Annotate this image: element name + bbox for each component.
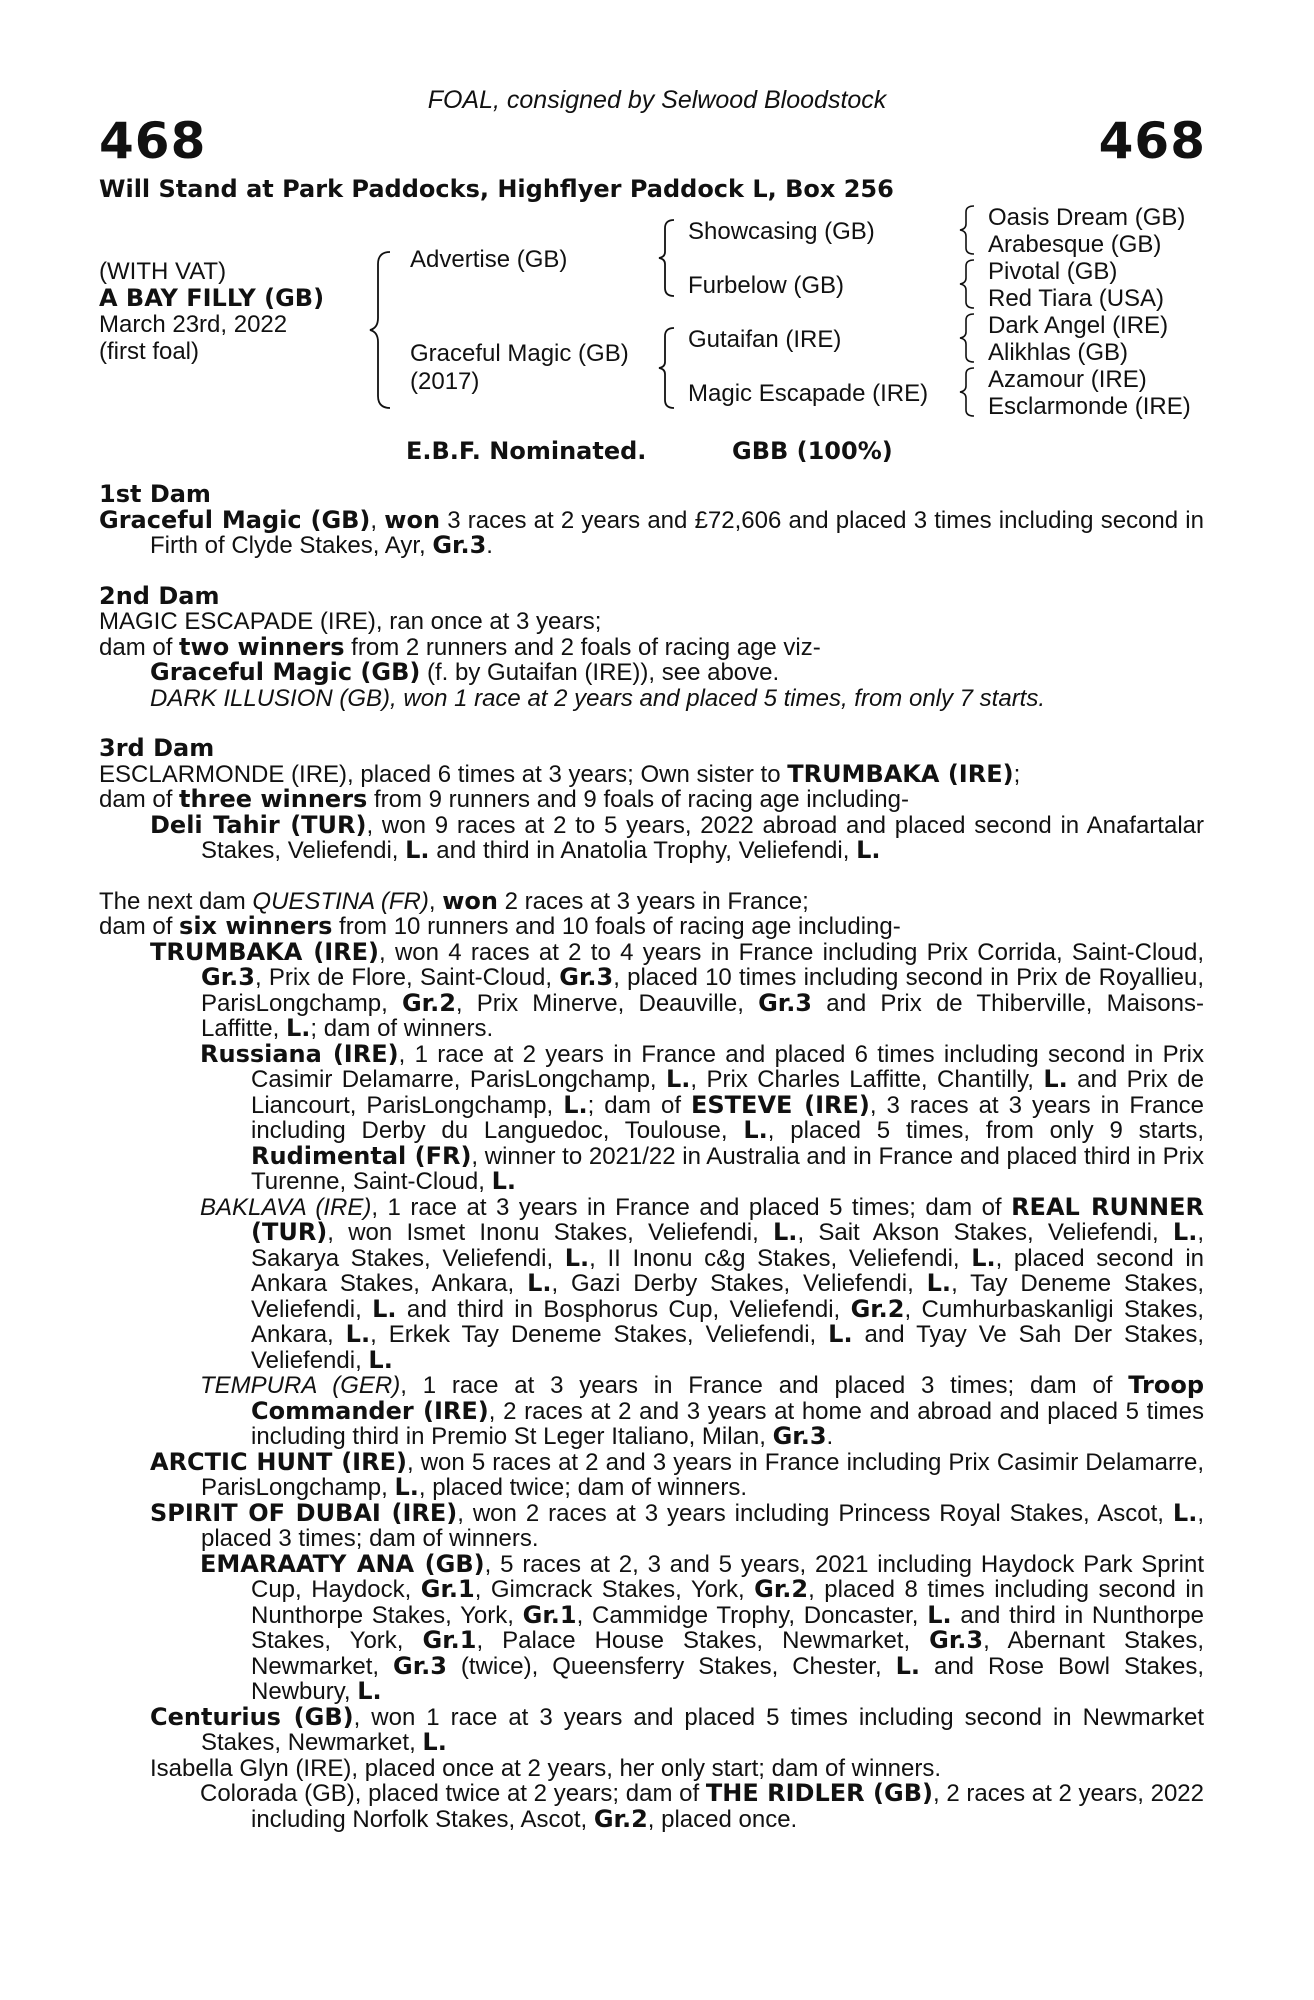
next-dam-name: QUESTINA (FR)	[252, 887, 429, 915]
first-dam-section	[99, 482, 1204, 559]
dam: Graceful Magic (GB)	[410, 340, 629, 367]
consignment-line: FOAL, consigned by Selwood Bloodstock	[427, 86, 887, 114]
listed-mark: L.	[895, 1651, 920, 1680]
second-dam-line2-c: from 2 runners and 2 foals of racing age viz-	[344, 633, 821, 661]
listed-mark: L.	[394, 1473, 419, 1501]
text: , Prix Minerve, Deauville,	[455, 989, 759, 1017]
next-dam-winners: six winners	[179, 912, 333, 940]
grade-mark: Gr.3	[929, 1626, 984, 1654]
listed-mark: L.	[773, 1218, 798, 1246]
text: , placed twice; dam of winners.	[418, 1474, 748, 1501]
text: , 1 race at 3 years in France and placed 3 times; dam of	[400, 1372, 1129, 1399]
grade-mark: Gr.3	[772, 1422, 827, 1450]
produce-baklava	[99, 1192, 1205, 1374]
first-dam-detail: 3 races at 2 years and £72,606 and placed 3 times including second in Firth of Clyde Stakes, Ayr,	[150, 506, 1204, 559]
third-dam-line1-c: ;	[1013, 760, 1021, 788]
dam-dam: Magic Escapade (IRE)	[688, 380, 929, 407]
ggp-2: Arabesque (GB)	[988, 231, 1162, 258]
next-dam-section	[99, 886, 1205, 1833]
next-dam-won: won	[442, 886, 498, 915]
lot-number-left: 468	[99, 112, 207, 170]
next-dam-line2-a: dam of	[99, 913, 180, 940]
grade-mark: Gr.1	[420, 1575, 475, 1603]
centurius-name: Centurius (GB)	[150, 1702, 354, 1731]
produce-emaraaty-ana	[99, 1549, 1205, 1705]
produce-trumbaka	[99, 937, 1205, 1042]
third-dam-produce-1-name: Deli Tahir (TUR)	[150, 810, 367, 839]
produce-spirit-of-dubai	[99, 1498, 1204, 1552]
pedigree-brackets-ggp	[956, 204, 980, 424]
text: , 2 races at 2 years, 2022 including Norfolk Stakes, Ascot,	[251, 1780, 1205, 1833]
second-dam-line2-a: dam of	[99, 633, 180, 661]
text: , 1 race at 3 years in France and placed 5 times; dam of	[371, 1193, 1012, 1221]
text: , Sakarya Stakes, Veliefendi,	[251, 1219, 1204, 1272]
listed-mark: L.	[285, 1014, 311, 1042]
pedigree-bracket-main	[368, 250, 398, 410]
listed-mark: L.	[666, 1065, 691, 1093]
third-dam-heading: 3rd Dam	[99, 734, 215, 762]
second-dam-winners: two winners	[179, 632, 345, 661]
listed-mark: L.	[856, 836, 881, 864]
third-dam-produce-1-text: , won 9 races at 2 to 5 years, 2022 abroad and placed second in Anafartalar Stakes, Veliefendi,	[201, 811, 1204, 864]
text: .	[826, 1423, 834, 1450]
catalogue-body	[99, 482, 1204, 1857]
third-dam-line2-a: dam of	[99, 786, 180, 813]
text: , won 5 races at 2 and 3 years in France including Prix Casimir Delamarre, ParisLongchamp,	[201, 1448, 1204, 1501]
sire-sire: Showcasing (GB)	[688, 218, 875, 245]
grade-mark: Gr.2	[754, 1575, 809, 1603]
ggp-4: Red Tiara (USA)	[988, 285, 1165, 312]
sire: Advertise (GB)	[410, 246, 568, 273]
text: , 3 races at 3 years in France including Derby du Languedoc, Toulouse,	[251, 1091, 1205, 1144]
rudimental-name: Rudimental (FR)	[251, 1141, 472, 1170]
foaled-date: March 23rd, 2022	[99, 311, 288, 338]
text: ; dam of	[587, 1091, 691, 1119]
dam-year: (2017)	[410, 368, 480, 395]
second-dam-produce-1-text: (f. by Gutaifan (IRE)), see above.	[420, 659, 780, 686]
ggp-1: Oasis Dream (GB)	[988, 204, 1186, 231]
grade-mark: Gr.1	[422, 1626, 477, 1654]
third-dam-line2	[99, 787, 1204, 813]
text: , won Ismet Inonu Stakes, Veliefendi,	[327, 1219, 774, 1246]
text: , Abernant Stakes, Newmarket,	[251, 1627, 1204, 1680]
the-ridler-name: THE RIDLER (GB)	[705, 1779, 933, 1807]
text: and Rose Bowl Stakes, Newbury,	[251, 1652, 1204, 1705]
trumbaka-name: TRUMBAKA (IRE)	[150, 937, 379, 966]
russiana-name: Russiana (IRE)	[200, 1039, 399, 1068]
text: , won 2 races at 3 years including Princess Royal Stakes, Ascot,	[457, 1499, 1173, 1527]
first-dam-heading: 1st Dam	[99, 480, 211, 508]
baklava-name: BAKLAVA (IRE)	[200, 1193, 372, 1221]
third-dam-line1	[99, 759, 1204, 788]
third-dam-winners: three winners	[179, 785, 368, 813]
third-dam-line1-a: ESCLARMONDE (IRE), placed 6 times at 3 years; Own sister to	[99, 760, 788, 788]
listed-mark: L.	[491, 1167, 516, 1195]
text: , placed 10 times including second in Prix de Royallieu, ParisLongchamp,	[201, 964, 1205, 1017]
ebf-nominated: E.B.F. Nominated.	[406, 437, 647, 465]
listed-mark: L.	[1043, 1065, 1068, 1093]
standing-location: Will Stand at Park Paddocks, Highflyer Paddock L, Box 256	[99, 175, 894, 203]
lot-number-right: 468	[1098, 112, 1206, 170]
text: , Palace House Stakes, Newmarket,	[476, 1627, 930, 1654]
second-dam-produce-1	[99, 660, 1204, 686]
listed-mark: L.	[563, 1090, 588, 1119]
produce-centurius	[99, 1702, 1204, 1756]
text: and Tyay Ve Sah Der Stakes, Veliefendi,	[251, 1321, 1204, 1374]
grade-mark: Gr.1	[522, 1600, 577, 1629]
produce-tempura	[99, 1373, 1204, 1450]
grade-mark: Gr.3	[393, 1651, 447, 1680]
listed-mark: L.	[357, 1677, 382, 1705]
second-dam-section	[99, 581, 1204, 712]
text: , Cumhurbaskanligi Stakes, Ankara,	[251, 1295, 1204, 1348]
text: and third in Nunthorpe Stakes, York,	[251, 1601, 1205, 1654]
third-dam-line2-c: from 9 runners and 9 foals of racing age including-	[367, 786, 909, 813]
listed-mark: L.	[1172, 1218, 1198, 1246]
listed-mark: L.	[564, 1243, 590, 1272]
horse-name: A BAY FILLY (GB)	[99, 284, 325, 312]
listed-mark: L.	[926, 1269, 952, 1297]
produce-colorada	[99, 1781, 1204, 1832]
second-dam-heading: 2nd Dam	[99, 581, 220, 610]
gbb-rating: GBB (100%)	[732, 437, 893, 465]
text: , placed second in Ankara Stakes, Ankara,	[251, 1244, 1204, 1297]
second-dam-line1: MAGIC ESCAPADE (IRE), ran once at 3 years;	[99, 608, 602, 635]
grade-mark: Gr.3	[758, 988, 813, 1017]
text: , placed once.	[647, 1805, 798, 1833]
listed-mark: L.	[927, 1600, 952, 1629]
text: , placed 8 times including second in Nunthorpe Stakes, York,	[251, 1576, 1205, 1629]
dam-sire: Gutaifan (IRE)	[688, 326, 842, 353]
next-dam-line1-a: The next dam	[99, 887, 253, 915]
listed-mark: L.	[743, 1116, 768, 1144]
third-dam-sister: TRUMBAKA (IRE)	[787, 759, 1014, 788]
text: , 2 races at 2 and 3 years at home and abroad and placed 5 times including third in Premio St Leger Italiano, Milan,	[251, 1397, 1204, 1450]
text: , 1 race at 2 years in France and placed 6 times including second in Prix Casimir Delamarre, ParisLongchamp,	[251, 1040, 1204, 1093]
text: (twice), Queensferry Stakes, Chester,	[446, 1652, 896, 1680]
third-dam-produce-1-text2: and third in Anatolia Trophy, Veliefendi,	[429, 837, 857, 864]
esteve-name: ESTEVE (IRE)	[691, 1090, 870, 1119]
grade-mark: Gr.2	[593, 1804, 648, 1833]
next-dam-line2	[99, 914, 1204, 940]
next-dam-line1	[99, 886, 1204, 915]
text: , Tay Deneme Stakes, Veliefendi,	[251, 1270, 1204, 1323]
listed-mark: L.	[368, 1345, 393, 1374]
troop-commander-name: Troop Commander (IRE)	[251, 1371, 1204, 1425]
pedigree-bracket-dam	[656, 326, 680, 410]
text: , Prix Charles Laffitte, Chantilly,	[690, 1066, 1044, 1093]
first-foal-note: (first foal)	[99, 338, 200, 365]
text: , Gimcrack Stakes, York,	[474, 1576, 755, 1603]
ggp-5: Dark Angel (IRE)	[988, 312, 1169, 339]
real-runner-name: REAL RUNNER (TUR)	[251, 1192, 1205, 1246]
text: , won 1 race at 3 years and placed 5 times including second in Newmarket Stakes, Newmarket,	[201, 1703, 1204, 1756]
produce-russiana	[99, 1039, 1205, 1195]
listed-mark: L.	[422, 1728, 447, 1756]
listed-mark: L.	[828, 1320, 853, 1348]
second-dam-produce-2: DARK ILLUSION (GB), won 1 race at 2 years and placed 5 times, from only 7 starts.	[150, 684, 1046, 712]
text: ; dam of winners.	[310, 1015, 494, 1042]
text: and Prix de Liancourt, ParisLongchamp,	[251, 1066, 1204, 1119]
next-dam-line1-e: 2 races at 3 years in France;	[497, 887, 809, 915]
ggp-7: Azamour (IRE)	[988, 366, 1147, 393]
text: , placed 5 times, from only 9 starts,	[767, 1117, 1205, 1144]
second-dam-produce-1-name: Graceful Magic (GB)	[150, 658, 421, 686]
text: and Prix de Thiberville, Maisons-Laffitte,	[201, 989, 1204, 1042]
text: , placed 3 times; dam of winners.	[201, 1499, 1204, 1552]
produce-isabella-glyn: Isabella Glyn (IRE), placed once at 2 years, her only start; dam of winners.	[150, 1754, 942, 1782]
third-dam-section	[99, 736, 1204, 864]
ggp-8: Esclarmonde (IRE)	[988, 393, 1191, 420]
text: , Prix de Flore, Saint-Cloud,	[254, 964, 560, 991]
pedigree-bracket-sire	[656, 218, 680, 298]
listed-mark: L.	[1172, 1498, 1198, 1527]
text: , Cammidge Trophy, Doncaster,	[576, 1601, 928, 1629]
ggp-6: Alikhlas (GB)	[988, 339, 1129, 366]
first-dam-name: Graceful Magic (GB)	[99, 505, 371, 534]
text: , won 4 races at 2 to 4 years in France including Prix Corrida, Saint-Cloud,	[378, 938, 1204, 966]
tempura-name: TEMPURA (GER)	[200, 1372, 401, 1399]
text: and third in Bosphorus Cup, Veliefendi,	[396, 1295, 851, 1323]
text: Colorada (GB), placed twice at 2 years; dam of	[200, 1780, 706, 1807]
grade-mark: Gr.2	[401, 988, 456, 1017]
listed-mark: L.	[405, 836, 430, 864]
second-dam-line2	[99, 632, 1204, 661]
first-dam-won: won	[384, 505, 441, 534]
listed-mark: L.	[971, 1243, 996, 1272]
first-dam-text: Graceful Magic (GB), won 3 races at 2 years and £72,606 and placed 3 times including second in Firth of Clyde Stakes, Ayr, Gr.3.	[99, 505, 1204, 559]
listed-mark: L.	[527, 1269, 552, 1297]
produce-arctic-hunt	[99, 1447, 1204, 1501]
grade-mark: Gr.3	[201, 963, 255, 991]
grade-mark: Gr.2	[850, 1294, 905, 1323]
text: , II Inonu c&g Stakes, Veliefendi,	[589, 1244, 972, 1272]
text: , winner to 2021/22 in Australia and in France and placed third in Prix Turenne, Saint-Cloud,	[251, 1142, 1205, 1195]
ggp-3: Pivotal (GB)	[988, 258, 1118, 285]
next-dam-line1-c: ,	[428, 887, 443, 915]
spirit-of-dubai-name: SPIRIT OF DUBAI (IRE)	[150, 1498, 458, 1527]
text: , 5 races at 2, 3 and 5 years, 2021 including Haydock Park Sprint Cup, Haydock,	[251, 1550, 1204, 1603]
text: , Gazi Derby Stakes, Veliefendi,	[551, 1270, 927, 1297]
listed-mark: L.	[345, 1320, 371, 1348]
text: , Sait Akson Stakes, Veliefendi,	[797, 1219, 1173, 1246]
next-dam-line2-c: from 10 runners and 10 foals of racing age including-	[332, 913, 901, 940]
grade-mark: Gr.3	[559, 963, 614, 991]
text: , Erkek Tay Deneme Stakes, Veliefendi,	[370, 1321, 829, 1348]
first-dam-grade: Gr.3	[432, 531, 487, 559]
arctic-hunt-name: ARCTIC HUNT (IRE)	[150, 1447, 407, 1476]
third-dam-produce-1	[99, 810, 1204, 864]
vat-note: (WITH VAT)	[99, 258, 227, 285]
sire-dam: Furbelow (GB)	[688, 272, 845, 299]
first-dam-end: .	[486, 532, 493, 559]
emaraaty-ana-name: EMARAATY ANA (GB)	[200, 1549, 485, 1578]
listed-mark: L.	[372, 1294, 397, 1323]
